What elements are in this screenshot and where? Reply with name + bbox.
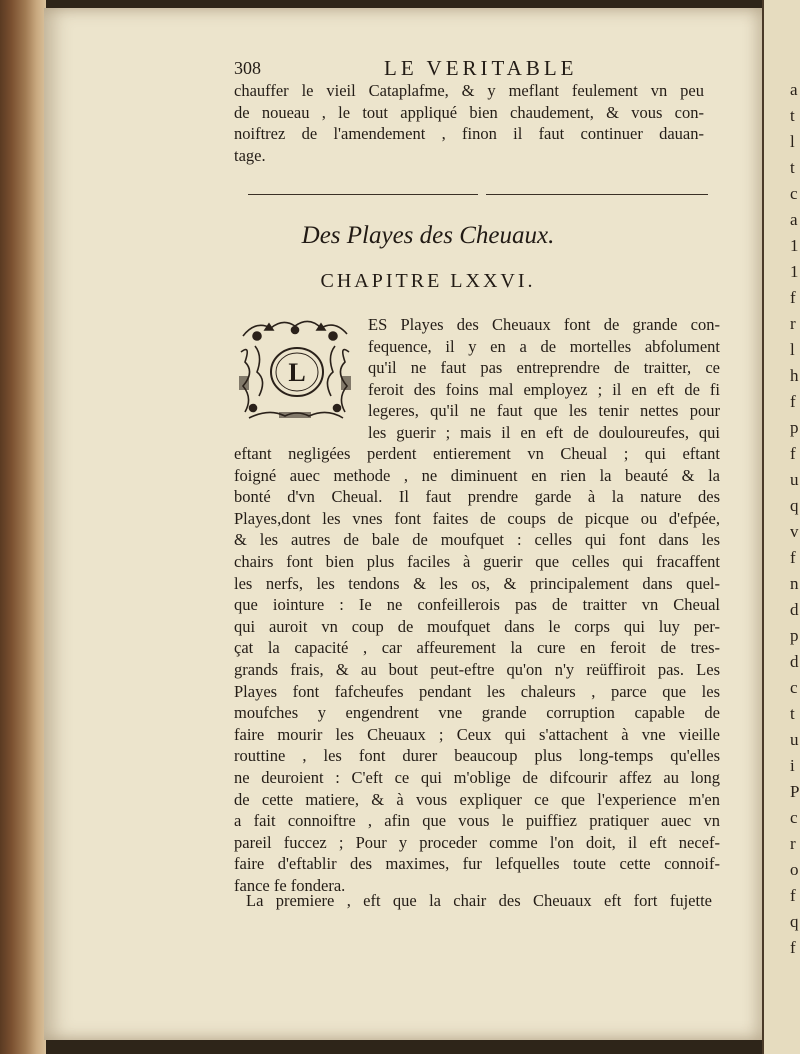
facing-page-letter: f — [790, 392, 796, 411]
text-line: Playes font fafcheufes pendant les chaleurs , parce que les — [234, 681, 720, 701]
text-line: foigné auec methode , ne diminuent en rien la beauté & la — [234, 465, 720, 485]
facing-page-letter: P — [790, 782, 800, 801]
facing-page-letter: q — [790, 496, 799, 515]
text-line: a fait connoiftre , afin que vous le puiffiez pratiquer auec vn — [234, 811, 720, 831]
facing-page-letter: 1 — [790, 236, 799, 255]
facing-page-letter: a — [790, 80, 798, 99]
text-line: La premiere , eft que la chair des Cheuaux eft fort fujette — [246, 891, 712, 910]
text-line: tage. — [234, 145, 266, 165]
text-line: que iointure : Ie ne confeillerois pas de traitter vn Cheual — [234, 595, 720, 615]
facing-page-letter: r — [790, 834, 796, 853]
text-line: moufches y engendrent vne grande corruption capable de — [234, 703, 720, 723]
facing-page-letter: f — [790, 444, 796, 463]
facing-page-letter: u — [790, 470, 799, 489]
facing-page-letter: f — [790, 886, 796, 905]
section-rule-right — [486, 194, 708, 195]
text-line: eftant negligées perdent entierement vn Cheual ; qui eftant — [234, 444, 720, 463]
intro-paragraph — [234, 80, 704, 166]
facing-page-letter: d — [790, 600, 799, 619]
facing-page-letter: n — [790, 574, 799, 593]
text-line: feroit des foins mal employez ; il en eft de fi — [368, 379, 720, 399]
facing-page-letter: t — [790, 158, 795, 177]
facing-page-letter: d — [790, 652, 799, 671]
chapter-body-paragraph — [234, 443, 720, 896]
text-line: faire d'eftablir des maximes, fur lefquelles toute cette connoif- — [234, 854, 720, 874]
text-line: de cette matiere, & à vous expliquer ce que l'experience m'en — [234, 789, 720, 809]
text-line: & les autres de bale de moufquet : celles qui font dans les — [234, 530, 720, 550]
chapter-title: Des Playes des Cheuaux. — [301, 222, 555, 249]
facing-page-letter: p — [790, 418, 799, 437]
text-line: fance fe fondera. — [234, 875, 346, 895]
ornamental-initial — [235, 316, 355, 424]
facing-page-letter: t — [790, 106, 795, 125]
facing-page-letter: c — [790, 184, 798, 203]
facing-page-letter: u — [790, 730, 799, 749]
text-line: les nerfs, les tendons & les os, & principalement dans quel- — [234, 573, 720, 593]
facing-page-letter: 1 — [790, 262, 799, 281]
section-rule-left — [248, 194, 478, 195]
facing-page-edge — [762, 0, 800, 1054]
facing-page-letter: l — [790, 340, 795, 359]
facing-page-letter: c — [790, 808, 798, 827]
text-line: ES Playes des Cheuaux font de grande con- — [368, 315, 720, 334]
facing-page-letter: f — [790, 938, 796, 957]
facing-page-letter: f — [790, 548, 796, 567]
running-title: LE VERITABLE — [384, 56, 578, 80]
text-line: grands frais, & au bout peut-eftre qu'on n'y reüffiroit pas. Les — [234, 659, 720, 679]
text-line: chauffer le vieil Cataplafme, & y meflant feulement vn peu — [234, 81, 704, 100]
facing-page-letter: o — [790, 860, 799, 879]
text-line: de noueau , le tout appliqué bien chaudement, & vous con- — [234, 102, 704, 122]
facing-page-letter: q — [790, 912, 799, 931]
next-paragraph-start — [246, 890, 712, 912]
dropcap-letter: L — [288, 358, 306, 387]
book-spine-edge — [0, 0, 46, 1054]
text-line: les guerir ; mais il en eft de douloureufes, qui — [368, 422, 720, 442]
text-line: qu'il ne faut pas entreprendre de traitter, ce — [368, 358, 720, 378]
facing-page-letter: v — [790, 522, 799, 541]
facing-page-letter: a — [790, 210, 798, 229]
facing-page-letter: f — [790, 288, 796, 307]
chapter-opening-lines — [368, 314, 720, 444]
facing-page-letter: i — [790, 756, 795, 775]
text-line: routtine , les font durer beaucoup plus long-temps qu'elles — [234, 746, 720, 766]
text-line: noiftrez de l'amendement , finon il faut continuer dauan- — [234, 124, 704, 144]
text-line: fequence, il y en a de mortelles abfolument — [368, 336, 720, 356]
text-line: qui auroit vn coup de moufquet dans le corps qui luy per- — [234, 616, 720, 636]
facing-page-letter: p — [790, 626, 799, 645]
facing-page-letter: l — [790, 132, 795, 151]
facing-page-letter: h — [790, 366, 799, 385]
facing-page-letter: r — [790, 314, 796, 333]
facing-page-letter: t — [790, 704, 795, 723]
text-line: bonté d'vn Cheual. Il faut prendre garde à la nature des — [234, 487, 720, 507]
chapter-number: CHAPITRE LXXVI. — [320, 270, 536, 292]
text-line: Playes,dont les vnes font faites de coups de picque ou d'efpée, — [234, 508, 720, 528]
text-line: legeres, qu'il ne faut que les tenir nettes pour — [368, 401, 720, 421]
text-line: çat la capacité , car affeurement la cure en feroit de tres- — [234, 638, 720, 658]
text-line: pareil fuccez ; Pour y proceder comme l'on doit, il eft necef- — [234, 832, 720, 852]
text-line: ne deuroient : C'eft ce qui m'oblige de difcourir affez au long — [234, 767, 720, 787]
text-line: faire mourir les Cheuaux ; Ceux qui s'attachent à vne vieille — [234, 724, 720, 744]
text-line: chairs font bien plus faciles à guerir que celles qui fracaffent — [234, 551, 720, 571]
page-number: 308 — [234, 58, 261, 78]
facing-page-letter: c — [790, 678, 798, 697]
